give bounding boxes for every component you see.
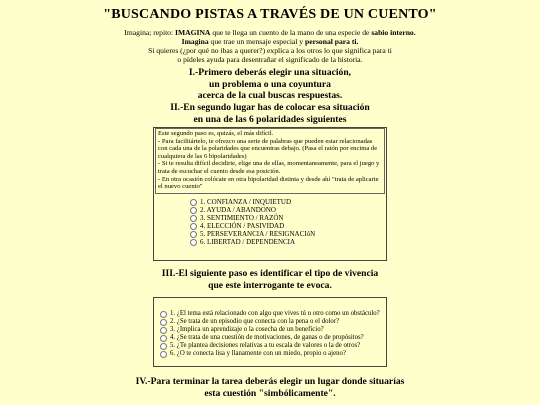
radio-button[interactable] [190,207,197,214]
polarity-option[interactable] [190,206,315,214]
question-label: 3. ¿Implica un aprendizaje o la cosecha de un beneficio? [170,326,324,334]
instruction-line: Este segundo paso es, quizás, el más difícil. [158,130,274,137]
question-option[interactable] [160,318,380,326]
polarity-label: 4. ELECCIÓN / PASIVIDAD [200,222,285,231]
question-option[interactable] [160,350,380,358]
polarity-label: 2. AYUDA / ABANDONO [200,206,276,215]
polarity-option[interactable] [190,222,315,230]
polarity-label: 3. SENTIMIENTO / RAZÓN [200,214,284,223]
polarity-option[interactable] [190,198,315,206]
question-option[interactable] [160,342,380,350]
step1-line2: un problema o una coyuntura [209,78,331,90]
polarity-options [190,198,315,247]
radio-button[interactable] [190,231,197,238]
intro-line1-d: sabio interno. [371,28,416,37]
instruction-line: - Si te resulta difícil decidirte, elige una de ellas, momentaneamente, para el juego y [158,160,380,168]
radio-button[interactable] [190,215,197,222]
step3-line2: que este interrogante te evoca. [208,279,332,291]
radio-button[interactable] [160,311,167,318]
step1-line3: acerca de la cual buscas respuestas. [197,90,343,101]
step4-line1: IV.-Para terminar la tarea deberás elegir un lugar donde situarías [135,376,405,387]
radio-button[interactable] [190,223,197,230]
polarity-label: 1. CONFIANZA / INQUIETUD [200,198,291,206]
question-label: 5. ¿Te plantea decisiones relativas a tu escala de valores o la de otros? [170,342,361,350]
radio-button[interactable] [160,335,167,342]
polarity-option[interactable] [190,238,315,246]
instructions-textarea[interactable] [155,128,385,194]
intro-line1-a: Imagina; repito: [124,28,175,37]
polarity-label: 5. PERSEVERANCIA / RESIGNACIóN [200,230,316,239]
question-option[interactable] [160,310,380,318]
step1-line1: I.-Primero deberás elegir una situación, [188,67,352,78]
radio-button[interactable] [160,319,167,326]
radio-button[interactable] [190,239,197,246]
question-option[interactable] [160,334,380,342]
intro-line2-c: personal para ti. [305,37,359,46]
radio-button[interactable] [160,327,167,334]
polarity-label: 6. LIBERTAD / DEPENDENCIA [200,238,296,247]
question-label: 2. ¿Se trata de un episodio que conecta con la pena o el dolor? [170,318,340,326]
radio-button[interactable] [190,199,197,206]
question-label: 6. ¿O te conecta lisa y llanamente con un miedo, propio o ajeno? [170,350,346,358]
instruction-line: - En otra ocasión colócate en otra bipolaridad distinta y desde ahí "trata de aplicarte [158,175,379,183]
question-option[interactable] [160,326,380,334]
intro-text [0,28,540,64]
instruction-line: - Para facilitártelo, te ofrezco una serie de palabras que pueden estar relacionadas [158,137,373,145]
radio-button[interactable] [160,351,167,358]
instruction-line: trata de escuchar el cuento desde esa posición. [158,167,281,175]
question-options [160,310,380,359]
instruction-line: el nuevo cuento" [158,183,203,191]
intro-line1-c: que te llega un cuento de la mano de una especie de [210,28,372,37]
instruction-line: con cada una de la polaridades que encuentras debajo. (Pasa el ratón por encima de [158,145,378,153]
intro-line3: Si quieres (¿por qué no ibas a querer?) explica a los otros lo que significa para ti [148,46,392,55]
intro-line4: o pídeles ayuda para desentrañar el significado de la historia. [177,55,363,64]
question-label: 1. ¿El tema está relacionado con algo que vives tú u otro como un obstáculo? [170,310,380,317]
question-label: 4. ¿Se trata de una cuestión de motivaciones, de ganas o de propósitos? [170,334,364,342]
step2-line2: en una de las 6 polaridades siguientes [193,113,347,125]
intro-line2-b: que trae un mensaje especial y [208,37,305,46]
intro-line2-a: Imagina [181,37,209,46]
step4-heading [0,376,540,399]
page-title: "BUSCANDO PISTAS A TRAVÉS DE UN CUENTO" [103,7,437,22]
intro-line1-b: IMAGINA [174,28,211,37]
step2-heading [0,102,540,125]
step2-line1: II.-En segundo lugar has de colocar esa situación [170,102,370,113]
step3-heading [0,268,540,291]
step3-line1: III.-El siguiente paso es identificar el tipo de vivencia [161,268,379,279]
step4-line2: esta cuestión "simbólicamente". [204,387,336,399]
radio-button[interactable] [160,343,167,350]
step1-heading [0,67,540,102]
polarity-option[interactable] [190,214,315,222]
polarity-option[interactable] [190,230,315,238]
instruction-line: cualquiera de las 6 bipolaridades) [158,152,247,160]
